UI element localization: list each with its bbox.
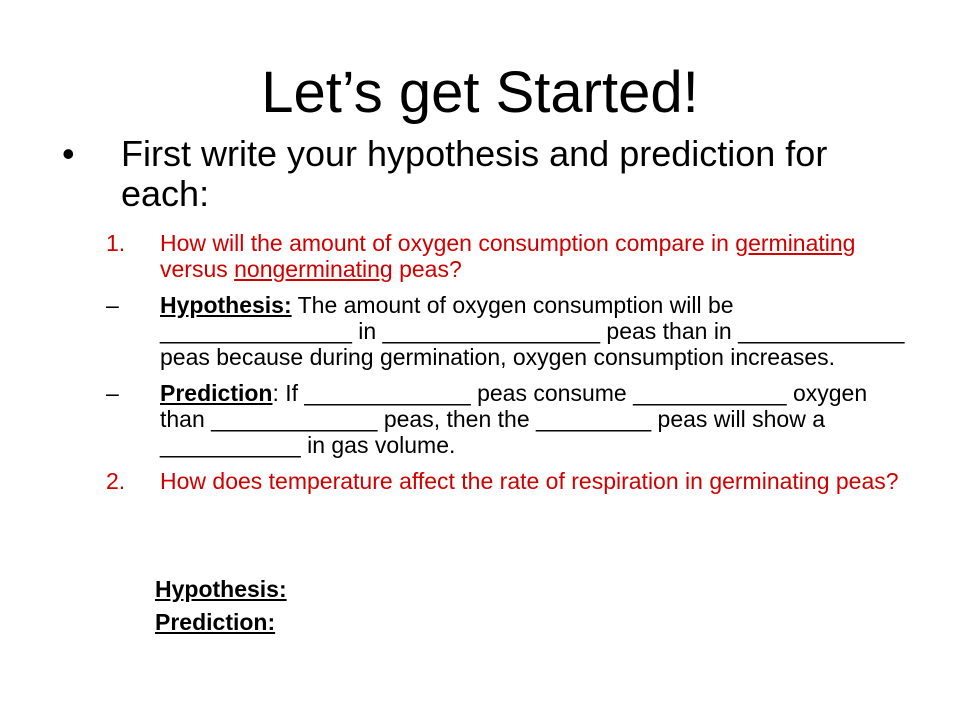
term-germinating: germinating — [735, 230, 856, 256]
prediction-1-label: Prediction — [160, 380, 273, 406]
prediction-2-label: Prediction: — [155, 609, 276, 635]
hypothesis-1-text: The amount of oxygen consumption will be _______________ in _________________ peas than in _____________ peas because during germination, oxygen consumption increases. — [160, 292, 905, 370]
question-list — [106, 230, 906, 504]
hypothesis-1-dash: – — [106, 292, 119, 318]
main-bullet — [62, 134, 922, 214]
question-1 — [106, 230, 906, 282]
hypothesis-1-label: Hypothesis: — [160, 292, 292, 318]
slide-title: Let’s get Started! — [261, 60, 699, 125]
question-1-text-mid: versus — [160, 256, 235, 282]
question-1-number: 1. — [106, 230, 126, 256]
question-2 — [106, 468, 906, 494]
question-1-text-end: peas? — [392, 256, 462, 282]
prediction-1-dash: – — [106, 380, 119, 406]
question-1-text-start: How will the amount of oxygen consumption compare in — [160, 230, 736, 256]
hypothesis-2-label: Hypothesis: — [155, 576, 287, 602]
bullet-text: First write your hypothesis and prediction for each: — [121, 133, 828, 214]
term-nongerminating: nongerminating — [234, 256, 393, 282]
question-2-text: How does temperature affect the rate of respiration in germinating peas? — [160, 468, 899, 494]
prediction-1 — [106, 380, 906, 458]
hypothesis-1 — [106, 292, 906, 370]
bullet-marker: • — [62, 133, 75, 174]
question-2-number: 2. — [106, 468, 126, 494]
prediction-1-text: : If _____________ peas consume ____________ oxygen than _____________ peas, then the _________ peas will show a ___________ in gas volume. — [160, 380, 868, 458]
